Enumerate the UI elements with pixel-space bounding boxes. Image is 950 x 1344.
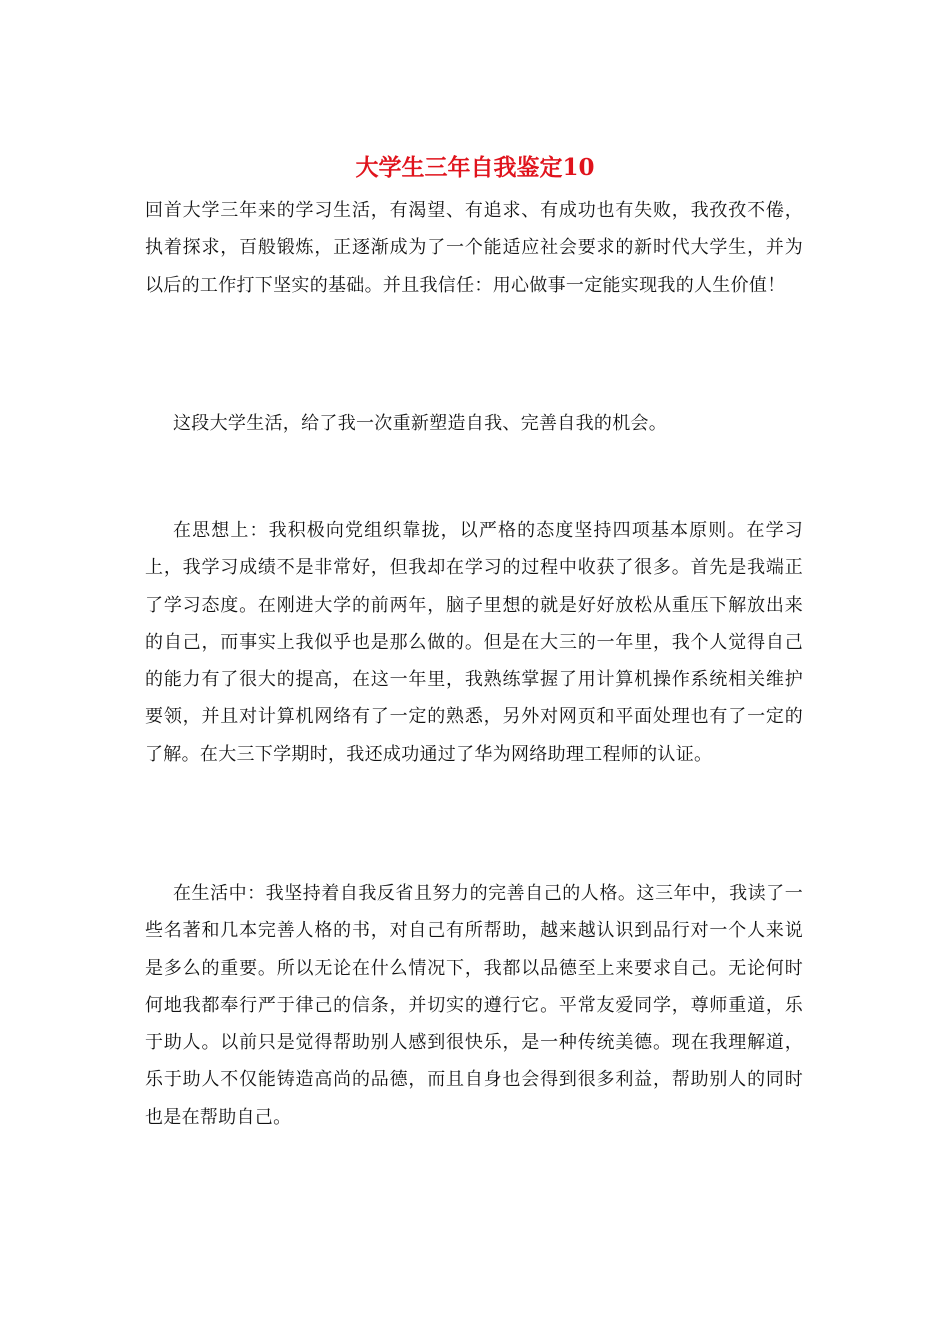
paragraph-life: 在生活中：我坚持着自我反省且努力的完善自己的人格。这三年中，我读了一些名著和几本完善人格的书，对自己有所帮助，越来越认识到品行对一个人来说是多么的重要。所以无论在什么情况下，我都以品德至上来要求自己。无论何时何地我都奉行严于律己的信条，并切实的遵行它。平常友爱同学，尊师重道，乐于助人。以前只是觉得帮助别人感到很快乐，是一种传统美德。现在我理解道，乐于助人不仅能铸造高尚的品德，而且自身也会得到很多利益，帮助别人的同时也是在帮助自己。 [145,883,803,1128]
document-title: 大学生三年自我鉴定10 [355,154,595,181]
paragraph-opportunity: 这段大学生活，给了我一次重新塑造自我、完善自我的机会。 [173,413,668,434]
paragraph-intro: 回首大学三年来的学习生活，有渴望、有追求、有成功也有失败，我孜孜不倦，执着探求，百般锻炼，正逐渐成为了一个能适应社会要求的新时代大学生，并为以后的工作打下坚实的基础。并且我信任：用心做事一定能实现我的人生价值！ [145,200,803,296]
paragraph-thought-study: 在思想上：我积极向党组织靠拢，以严格的态度坚持四项基本原则。在学习上，我学习成绩不是非常好，但我却在学习的过程中收获了很多。首先是我端正了学习态度。在刚进大学的前两年，脑子里想的就是好好放松从重压下解放出来的自己，而事实上我似乎也是那么做的。但是在大三的一年里，我个人觉得自己的能力有了很大的提高，在这一年里，我熟练掌握了用计算机操作系统相关维护要领，并且对计算机网络有了一定的熟悉，另外对网页和平面处理也有了一定的了解。在大三下学期时，我还成功通过了华为网络助理工程师的认证。 [145,520,803,765]
